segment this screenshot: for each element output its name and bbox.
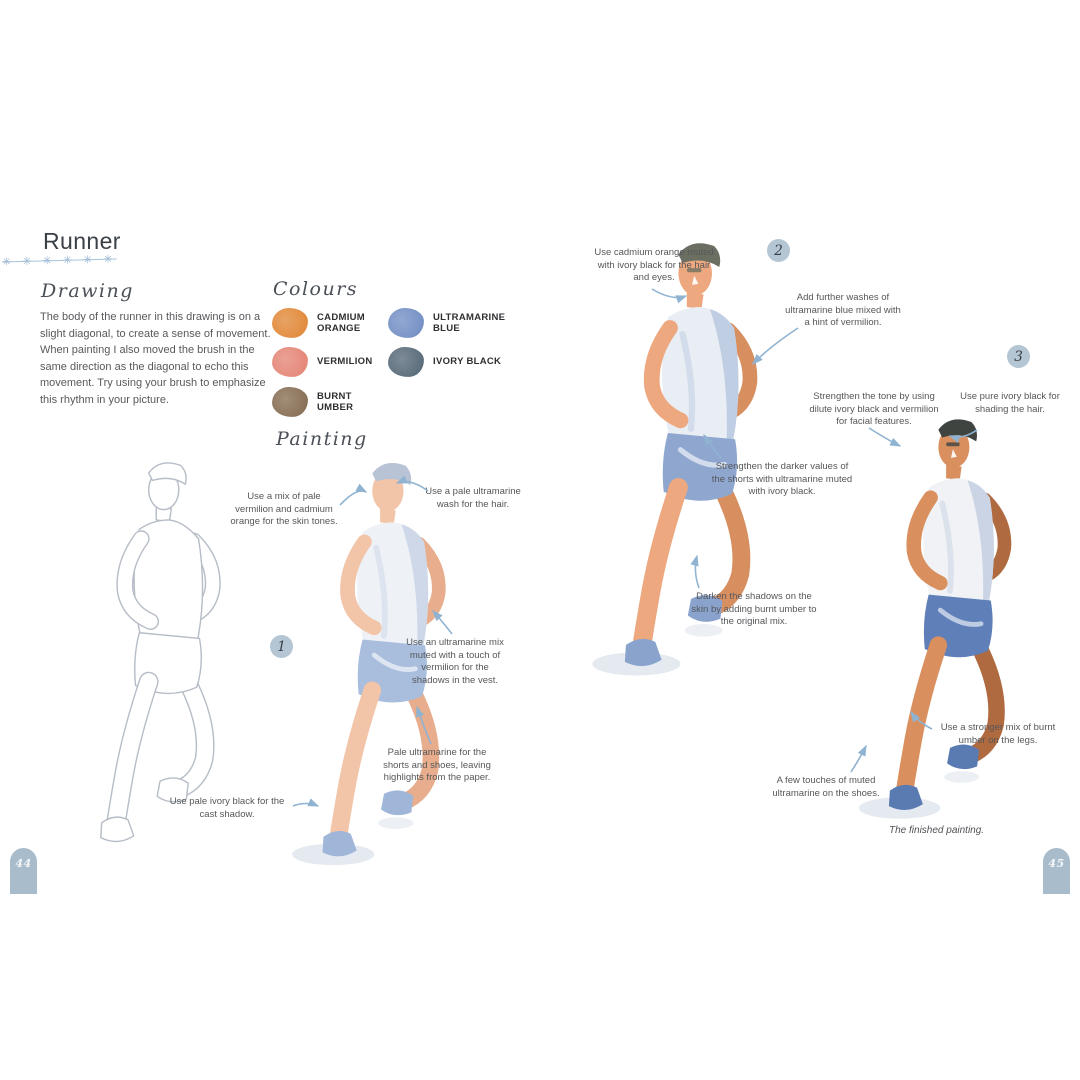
- annotation-note: Use a pale ultramarine wash for the hair.: [425, 486, 521, 510]
- runner-step3-figure: [853, 406, 1047, 824]
- drawing-body-text: The body of the runner in this drawing is on a slight diagonal, to create a sense of movement. When painting I also moved the brush in the same direction as the diagonal to echo this movement. Try using your brush to emphasize this rhythm in your picture.: [40, 311, 271, 406]
- annotation-note: Use an ultramarine mix muted with a touch of vermilion for the shadows in the vest.: [406, 637, 504, 686]
- swatch-label: BURNT UMBER: [317, 390, 354, 413]
- annotation-note: Use a stronger mix of burnt umber on the legs.: [940, 722, 1056, 746]
- swatch-row: [388, 347, 505, 377]
- annotation-note: Add further washes of ultramarine blue mixed with a hint of vermilion.: [785, 292, 901, 328]
- annotation-note: Use cadmium orange muted with ivory black for the hair and eyes.: [594, 247, 714, 283]
- step-1-badge: 1: [270, 635, 293, 658]
- step-3-badge: 3: [1007, 345, 1030, 368]
- swatch-row: [272, 308, 389, 338]
- swatch-row: [272, 347, 389, 377]
- swatch-label: IVORY BLACK: [433, 356, 502, 368]
- painting-heading: Painting: [276, 428, 368, 450]
- annotation-note: Darken the shadows on the skin by adding burnt umber to the original mix.: [691, 591, 817, 627]
- annotation-note: Pale ultramarine for the shorts and shoes, leaving highlights from the paper.: [383, 747, 491, 783]
- colour-swatch-list: [272, 300, 532, 430]
- annotation-note: Strengthen the darker values of the shorts with ultramarine muted with ivory black.: [711, 461, 853, 497]
- vermilion-swatch: [271, 346, 308, 377]
- page-title: Runner: [43, 228, 121, 254]
- swatch-label: VERMILION: [317, 356, 373, 368]
- left-page-number-tab: 44: [10, 848, 37, 894]
- annotation-note: A few touches of muted ultramarine on the shoes.: [772, 775, 880, 799]
- swatch-label: ULTRAMARINE BLUE: [433, 311, 506, 334]
- swatch-row: [388, 308, 505, 338]
- annotation-note: Strengthen the tone by using dilute ivory black and vermilion for facial features.: [809, 391, 939, 427]
- right-page-number-tab: 45: [1043, 848, 1070, 894]
- cadmium-orange-swatch: [271, 307, 308, 338]
- swatch-row: [272, 387, 389, 417]
- annotation-note: Use pure ivory black for shading the hair.: [960, 391, 1060, 415]
- finished-painting-caption: The finished painting.: [889, 825, 985, 836]
- ultramarine-blue-swatch: [387, 307, 424, 338]
- swatch-label: CADMIUM ORANGE: [317, 311, 366, 334]
- colours-heading: Colours: [273, 278, 359, 300]
- annotation-note: Use pale ivory black for the cast shadow.: [169, 796, 285, 820]
- annotation-note: Use a mix of pale vermilion and cadmium orange for the skin tones.: [230, 491, 338, 527]
- step-2-badge: 2: [767, 239, 790, 262]
- ivory-black-swatch: [387, 346, 424, 377]
- drawing-heading: Drawing: [41, 280, 134, 302]
- runner-sketch-figure: [66, 450, 254, 855]
- burnt-umber-swatch: [271, 386, 308, 417]
- star-divider-icon: ✳ ✳ ✳ ✳ ✳ ✳: [1, 253, 117, 269]
